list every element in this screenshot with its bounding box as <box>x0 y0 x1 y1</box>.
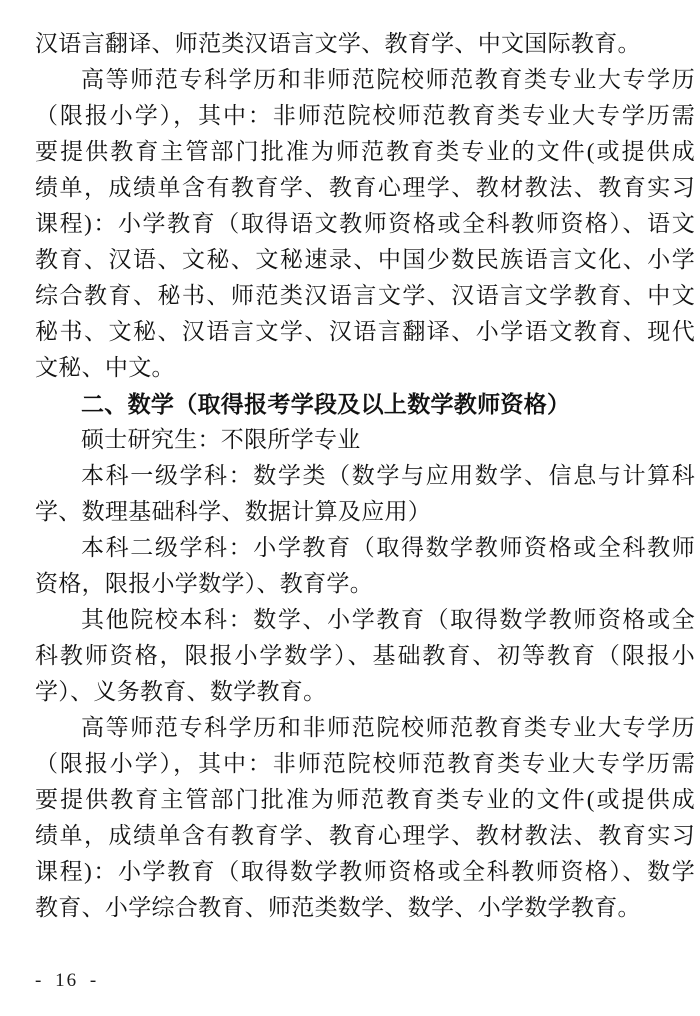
text-line: 科教师资格，限报小学数学）、基础教育、初等教育（限报小 <box>35 643 695 668</box>
text-line: 要提供教育主管部门批准为师范教育类专业的文件(或提供成 <box>35 139 695 164</box>
section-heading-math: 二、数学（取得报考学段及以上数学教师资格） <box>81 391 571 417</box>
text-line: 本科二级学科：小学教育（取得数学教师资格或全科教师 <box>81 535 695 560</box>
text-line: 硕士研究生：不限所学专业 <box>81 427 361 452</box>
text-line: 综合教育、秘书、师范类汉语言文学、汉语言文学教育、中文 <box>35 283 695 308</box>
text-line: 课程)：小学教育（取得数学教师资格或全科教师资格）、数学 <box>35 859 695 884</box>
text-line: 高等师范专科学历和非师范院校师范教育类专业大专学历 <box>81 67 695 92</box>
text-line: 秘书、文秘、汉语言文学、汉语言翻译、小学语文教育、现代 <box>35 319 695 344</box>
text-line: 汉语言翻译、师范类汉语言文学、教育学、中文国际教育。 <box>35 31 641 56</box>
document-body-text <box>35 26 695 926</box>
page-number: - 16 - <box>35 970 99 991</box>
text-line: 文秘、中文。 <box>35 355 175 380</box>
text-line: 学、数理基础科学、数据计算及应用） <box>35 499 432 524</box>
text-line: 课程)：小学教育（取得语文教师资格或全科教师资格）、语文 <box>35 211 695 236</box>
text-line: 教育、汉语、文秘、文秘速录、中国少数民族语言文化、小学 <box>35 247 695 272</box>
text-line: 本科一级学科：数学类（数学与应用数学、信息与计算科 <box>81 463 695 488</box>
text-line: （限报小学），其中：非师范院校师范教育类专业大专学历需 <box>35 103 695 128</box>
text-line: 高等师范专科学历和非师范院校师范教育类专业大专学历 <box>81 715 695 740</box>
text-line: 要提供教育主管部门批准为师范教育类专业的文件(或提供成 <box>35 787 695 812</box>
text-line: 绩单，成绩单含有教育学、教育心理学、教材教法、教育实习 <box>35 823 695 848</box>
text-line: 绩单，成绩单含有教育学、教育心理学、教材教法、教育实习 <box>35 175 695 200</box>
text-line: （限报小学），其中：非师范院校师范教育类专业大专学历需 <box>35 751 695 776</box>
text-line: 教育、小学综合教育、师范类数学、数学、小学数学教育。 <box>35 895 641 920</box>
text-line: 资格，限报小学数学）、教育学。 <box>35 571 373 596</box>
text-line: 其他院校本科：数学、小学教育（取得数学教师资格或全 <box>81 607 695 632</box>
text-line: 学）、义务教育、数学教育。 <box>35 679 327 704</box>
